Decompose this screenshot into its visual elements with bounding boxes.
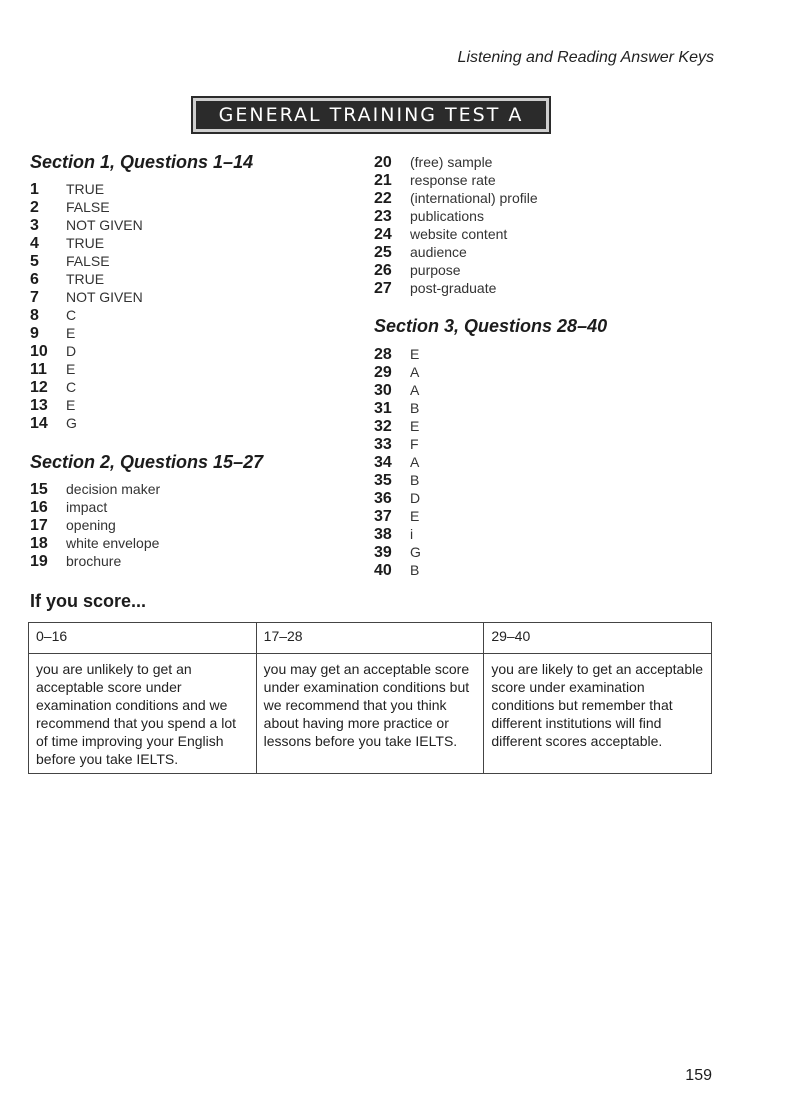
answer-text: A bbox=[410, 364, 420, 380]
answer-row bbox=[374, 280, 538, 298]
answer-text: TRUE bbox=[66, 235, 105, 251]
question-number: 22 bbox=[374, 190, 392, 207]
question-number: 21 bbox=[374, 172, 392, 189]
answer-text: E bbox=[410, 418, 420, 434]
answer-text: post-graduate bbox=[410, 280, 497, 296]
answer-row bbox=[374, 172, 538, 190]
answer-row bbox=[30, 181, 143, 199]
answer-text: F bbox=[410, 436, 419, 452]
answer-text: (international) profile bbox=[410, 190, 538, 206]
score-range-header: 17–28 bbox=[256, 623, 484, 654]
running-head: Listening and Reading Answer Keys bbox=[457, 49, 714, 66]
question-number: 39 bbox=[374, 544, 392, 561]
answer-row bbox=[30, 235, 143, 253]
question-number: 16 bbox=[30, 499, 48, 516]
answer-row bbox=[30, 307, 143, 325]
answer-row bbox=[30, 343, 143, 361]
score-range-header: 29–40 bbox=[484, 623, 712, 654]
question-number: 38 bbox=[374, 526, 392, 543]
section-1-answers bbox=[30, 181, 143, 433]
score-advice-cell: you are likely to get an acceptable score under examination conditions but remember that different institutions will find different scores acceptable. bbox=[484, 654, 712, 774]
score-table bbox=[28, 622, 712, 774]
question-number: 26 bbox=[374, 262, 392, 279]
answer-row bbox=[374, 526, 421, 544]
answer-text: C bbox=[66, 307, 77, 323]
question-number: 6 bbox=[30, 271, 39, 288]
answer-text: purpose bbox=[410, 262, 461, 278]
answer-row bbox=[374, 208, 538, 226]
question-number: 35 bbox=[374, 472, 392, 489]
answer-row bbox=[30, 397, 143, 415]
score-heading: If you score... bbox=[30, 591, 147, 611]
answer-text: B bbox=[410, 562, 420, 578]
question-number: 37 bbox=[374, 508, 392, 525]
answer-row bbox=[374, 472, 421, 490]
answer-text: TRUE bbox=[66, 271, 105, 287]
answer-row bbox=[374, 190, 538, 208]
answer-text: TRUE bbox=[66, 181, 105, 197]
answer-text: (free) sample bbox=[410, 154, 493, 170]
answer-row bbox=[374, 400, 421, 418]
answer-row bbox=[30, 379, 143, 397]
section-2-answers-part-2 bbox=[374, 154, 538, 298]
answer-text: A bbox=[410, 382, 420, 398]
answer-text: E bbox=[410, 346, 420, 362]
answer-row bbox=[374, 562, 421, 580]
answer-row bbox=[374, 382, 421, 400]
question-number: 30 bbox=[374, 382, 392, 399]
answer-row bbox=[30, 199, 143, 217]
answer-text: publications bbox=[410, 208, 484, 224]
question-number: 7 bbox=[30, 289, 39, 306]
answer-row bbox=[30, 535, 160, 553]
page-number: 159 bbox=[685, 1067, 712, 1084]
question-number: 3 bbox=[30, 217, 39, 234]
answer-text: NOT GIVEN bbox=[66, 217, 143, 233]
answer-text: decision maker bbox=[66, 481, 161, 497]
answer-text: E bbox=[66, 397, 76, 413]
section-3-answers bbox=[374, 346, 421, 580]
question-number: 25 bbox=[374, 244, 392, 261]
question-number: 32 bbox=[374, 418, 392, 435]
question-number: 27 bbox=[374, 280, 392, 297]
question-number: 28 bbox=[374, 346, 392, 363]
question-number: 40 bbox=[374, 562, 392, 579]
score-advice-cell: you may get an acceptable score under examination conditions but we recommend that you think about having more practice or lessons before you take IELTS. bbox=[256, 654, 484, 774]
test-title-banner: GENERAL TRAINING TEST A bbox=[193, 98, 549, 132]
question-number: 14 bbox=[30, 415, 48, 432]
question-number: 36 bbox=[374, 490, 392, 507]
question-number: 24 bbox=[374, 226, 392, 243]
section-3-title: Section 3, Questions 28–40 bbox=[374, 316, 608, 336]
answer-text: website content bbox=[410, 226, 508, 242]
answer-row bbox=[374, 154, 538, 172]
question-number: 20 bbox=[374, 154, 392, 171]
answer-row bbox=[30, 499, 160, 517]
answer-row bbox=[374, 226, 538, 244]
answer-text: audience bbox=[410, 244, 467, 260]
answer-text: response rate bbox=[410, 172, 496, 188]
question-number: 10 bbox=[30, 343, 48, 360]
question-number: 18 bbox=[30, 535, 48, 552]
answer-row bbox=[30, 289, 143, 307]
answer-text: FALSE bbox=[66, 253, 110, 269]
answer-text: A bbox=[410, 454, 420, 470]
section-2-answers-part-1 bbox=[30, 481, 160, 571]
question-number: 2 bbox=[30, 199, 39, 216]
answer-text: white envelope bbox=[66, 535, 160, 551]
question-number: 34 bbox=[374, 454, 392, 471]
question-number: 1 bbox=[30, 181, 39, 198]
question-number: 9 bbox=[30, 325, 39, 342]
answer-text: G bbox=[410, 544, 421, 560]
answer-text: D bbox=[410, 490, 421, 506]
answer-text: G bbox=[66, 415, 77, 431]
answer-text: impact bbox=[66, 499, 108, 515]
answer-text: opening bbox=[66, 517, 116, 533]
answer-row bbox=[30, 253, 143, 271]
answer-row bbox=[374, 490, 421, 508]
answer-row bbox=[30, 517, 160, 535]
answer-row bbox=[374, 418, 421, 436]
question-number: 15 bbox=[30, 481, 48, 498]
score-advice-cell: you are unlikely to get an acceptable score under examination conditions and we recommend that you spend a lot of time improving your English before you take IELTS. bbox=[29, 654, 257, 774]
score-advice-row bbox=[29, 654, 712, 774]
question-number: 5 bbox=[30, 253, 39, 270]
answer-row bbox=[30, 325, 143, 343]
answer-text: E bbox=[410, 508, 420, 524]
question-number: 12 bbox=[30, 379, 48, 396]
question-number: 4 bbox=[30, 235, 39, 252]
answer-row bbox=[30, 481, 160, 499]
question-number: 11 bbox=[30, 361, 47, 378]
question-number: 31 bbox=[374, 400, 392, 417]
section-1-title: Section 1, Questions 1–14 bbox=[30, 152, 254, 172]
answer-text: E bbox=[66, 325, 76, 341]
question-number: 29 bbox=[374, 364, 392, 381]
answer-row bbox=[30, 553, 160, 571]
answer-row bbox=[30, 361, 143, 379]
answer-text: E bbox=[66, 361, 76, 377]
question-number: 17 bbox=[30, 517, 48, 534]
answer-text: FALSE bbox=[66, 199, 110, 215]
score-range-header: 0–16 bbox=[29, 623, 257, 654]
question-number: 19 bbox=[30, 553, 48, 570]
answer-row bbox=[374, 508, 421, 526]
answer-text: C bbox=[66, 379, 77, 395]
answer-row bbox=[374, 262, 538, 280]
answer-row bbox=[374, 346, 421, 364]
answer-text: i bbox=[410, 526, 414, 542]
answer-row bbox=[374, 244, 538, 262]
answer-row bbox=[374, 454, 421, 472]
question-number: 8 bbox=[30, 307, 39, 324]
answer-text: B bbox=[410, 472, 420, 488]
answer-row bbox=[374, 544, 421, 562]
question-number: 13 bbox=[30, 397, 48, 414]
answer-row bbox=[30, 271, 143, 289]
answer-text: brochure bbox=[66, 553, 122, 569]
answer-row bbox=[30, 415, 143, 433]
question-number: 23 bbox=[374, 208, 392, 225]
question-number: 33 bbox=[374, 436, 392, 453]
section-2-title: Section 2, Questions 15–27 bbox=[30, 452, 264, 472]
answer-text: B bbox=[410, 400, 420, 416]
answer-text: D bbox=[66, 343, 77, 359]
answer-row bbox=[374, 364, 421, 382]
answer-row bbox=[30, 217, 143, 235]
answer-text: NOT GIVEN bbox=[66, 289, 143, 305]
answer-row bbox=[374, 436, 421, 454]
score-header-row bbox=[29, 623, 712, 654]
